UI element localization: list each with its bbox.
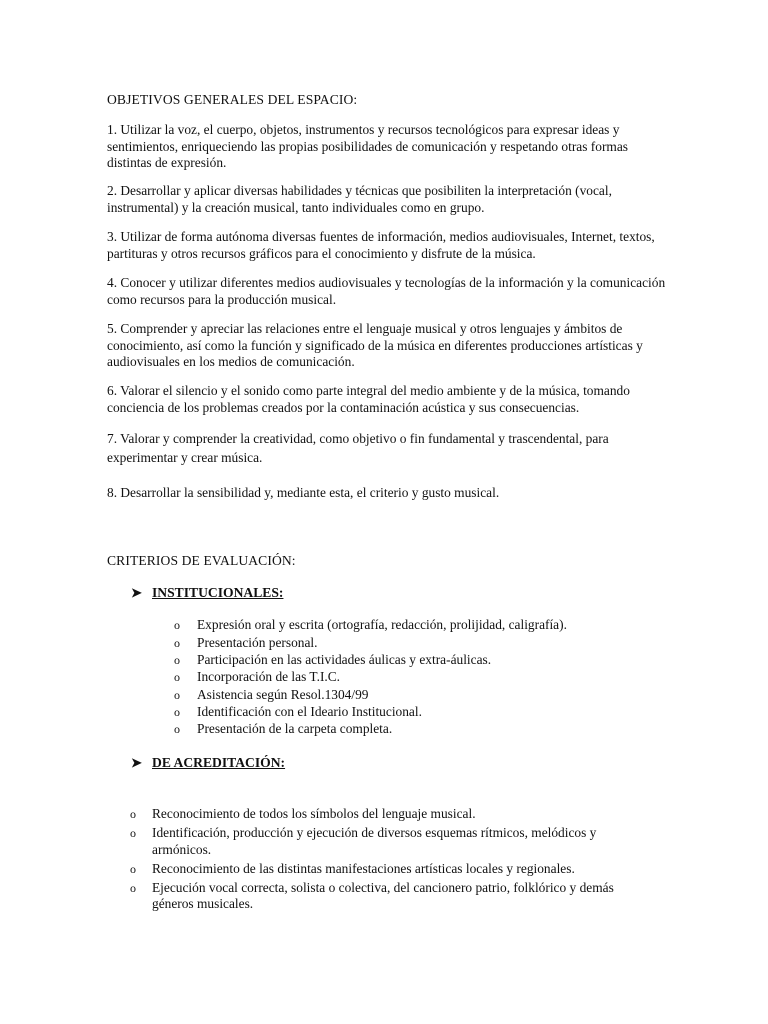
circle-bullet-icon: o: [174, 670, 180, 685]
objective-2: 2. Desarrollar y aplicar diversas habilidades y técnicas que posibiliten la interpretación (vocal, instrumental) y la creación musical, tanto individuales como en grupo.: [107, 183, 612, 215]
circle-bullet-icon: o: [174, 652, 180, 667]
circle-bullet-icon: o: [174, 635, 180, 650]
criteria-heading: CRITERIOS DE EVALUACIÓN:: [107, 553, 296, 568]
acreditacion-section-title: [131, 755, 285, 772]
arrow-bullet-icon: ➤: [131, 585, 142, 600]
list-item: [130, 806, 640, 823]
circle-bullet-icon: o: [174, 618, 180, 633]
list-item-text: Presentación personal.: [197, 634, 318, 650]
list-item-text: Identificación con el Ideario Institucional.: [197, 703, 422, 719]
list-item-text: Participación en las actividades áulicas y extra-áulicas.: [197, 651, 492, 667]
list-item-text: Asistencia según Resol.1304/99: [197, 686, 369, 702]
objective-5: 5. Comprender y apreciar las relaciones entre el lenguaje musical y otros lenguajes y ámbitos de conocimiento, así como la función y significado de la música en diferentes producciones artísticas y audiovisuales en los medios de comunicación.: [107, 321, 643, 369]
circle-bullet-icon: o: [174, 687, 180, 702]
circle-bullet-icon: o: [130, 880, 136, 895]
circle-bullet-icon: o: [130, 807, 136, 821]
list-item-text: Incorporación de las T.I.C.: [197, 669, 341, 685]
list-item: [174, 669, 567, 686]
objective-4: 4. Conocer y utilizar diferentes medios audiovisuales y tecnologías de la información y la comunicación como recursos para la producción musical.: [107, 275, 666, 307]
list-item-text: Expresión oral y escrita (ortografía, redacción, prolijidad, caligrafía).: [197, 617, 567, 633]
list-item: [130, 880, 640, 913]
list-item-text: Reconocimiento de todos los símbolos del lenguaje musical.: [152, 806, 476, 821]
objective-6: 6. Valorar el silencio y el sonido como parte integral del medio ambiente y de la música, tomando conciencia de los problemas creados por la contaminación acústica y sus consecuencias.: [107, 383, 630, 415]
institucionales-title: INSTITUCIONALES:: [152, 585, 284, 600]
acreditacion-title: DE ACREDITACIÓN:: [152, 755, 286, 770]
institucionales-list: [174, 617, 567, 738]
list-item: [130, 861, 640, 878]
circle-bullet-icon: o: [130, 826, 136, 840]
list-item: [174, 703, 567, 720]
list-item-text: Presentación de la carpeta completa.: [197, 721, 393, 737]
list-item: [174, 686, 567, 703]
circle-bullet-icon: o: [174, 722, 180, 737]
list-item: [174, 721, 567, 738]
list-item: [174, 617, 567, 634]
list-item: [174, 634, 567, 651]
arrow-bullet-icon: ➤: [131, 755, 142, 770]
list-item: [174, 652, 567, 669]
objective-7: 7. Valorar y comprender la creatividad, como objetivo o fin fundamental y trascendental, para experimentar y crear música.: [107, 431, 609, 465]
institucionales-section-title: [131, 585, 283, 602]
list-item: [130, 825, 640, 858]
acreditacion-list: [130, 806, 640, 915]
objective-8: 8. Desarrollar la sensibilidad y, mediante esta, el criterio y gusto musical.: [107, 485, 500, 500]
objective-1: 1. Utilizar la voz, el cuerpo, objetos, instrumentos y recursos tecnológicos para expresar ideas y sentimientos, enriqueciendo las propias posibilidades de comunicación y respetando otras formas distintas de expresión.: [107, 122, 628, 170]
objectives-heading: OBJETIVOS GENERALES DEL ESPACIO:: [107, 92, 358, 107]
list-item-text: Ejecución vocal correcta, solista o colectiva, del cancionero patrio, folklórico y demás géneros musicales.: [152, 879, 614, 911]
circle-bullet-icon: o: [174, 704, 180, 719]
list-item-text: Reconocimiento de las distintas manifestaciones artísticas locales y regionales.: [152, 860, 575, 876]
objective-3: 3. Utilizar de forma autónoma diversas fuentes de información, medios audiovisuales, Internet, textos, partituras y otros recursos gráficos para el conocimiento y disfrute de la música.: [107, 229, 655, 261]
circle-bullet-icon: o: [130, 861, 136, 876]
list-item-text: Identificación, producción y ejecución de diversos esquemas rítmicos, melódicos y armónicos.: [152, 825, 597, 857]
